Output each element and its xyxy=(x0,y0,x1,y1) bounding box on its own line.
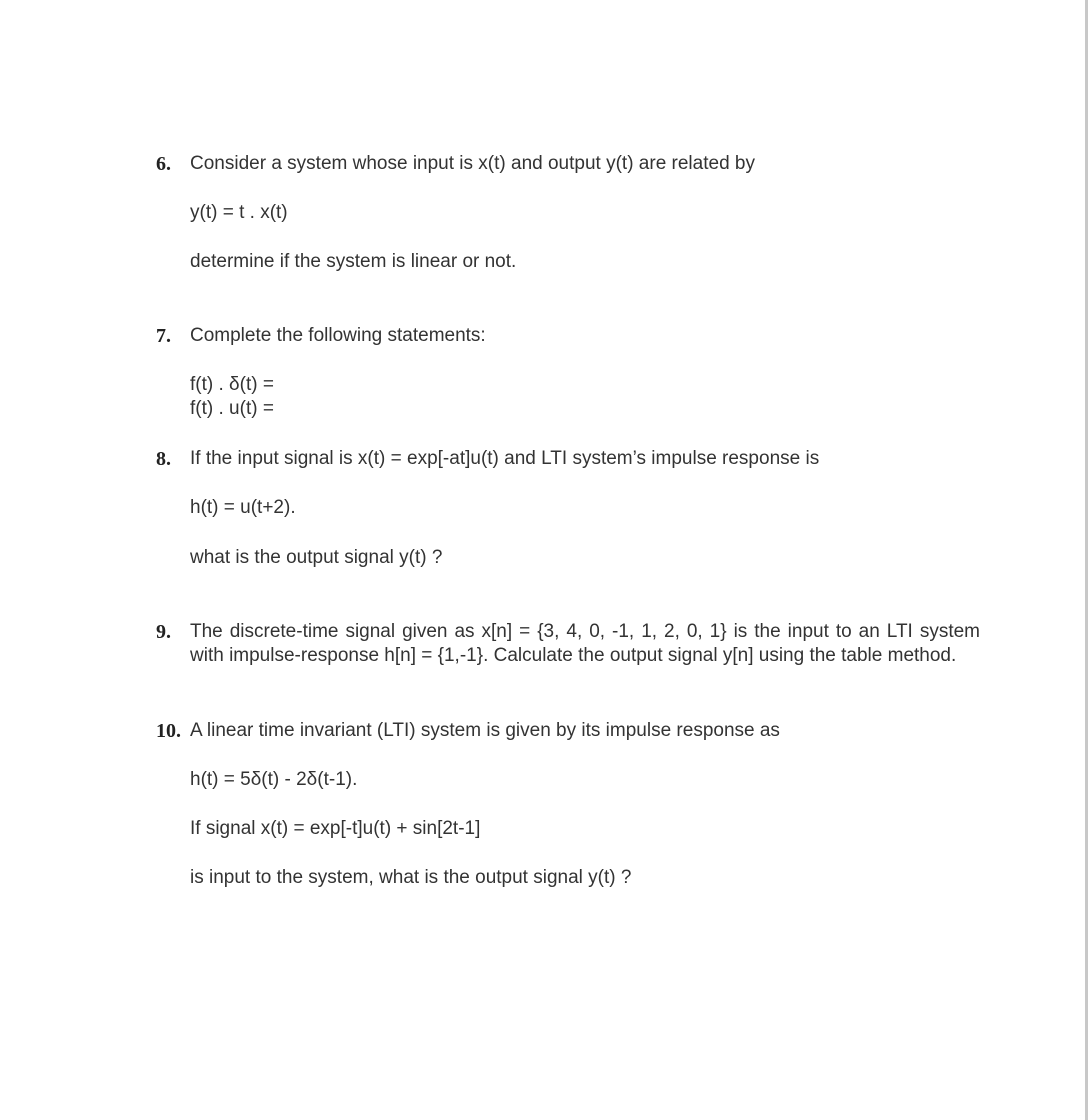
statement-line: f(t) . u(t) = xyxy=(190,398,274,419)
question-number: 9. xyxy=(156,621,171,643)
question-equation: h(t) = u(t+2). xyxy=(190,497,296,518)
question-number: 7. xyxy=(156,325,171,347)
question-prompt: Complete the following statements: xyxy=(190,325,486,346)
question-text: what is the output signal y(t) ? xyxy=(190,547,443,568)
question-equation: h(t) = 5δ(t) - 2δ(t-1). xyxy=(190,769,358,790)
question-prompt: Consider a system whose input is x(t) and output y(t) are related by xyxy=(190,153,755,174)
question-equation: y(t) = t . x(t) xyxy=(190,202,288,223)
statement-line: f(t) . δ(t) = xyxy=(190,374,274,395)
question-instruction: determine if the system is linear or not. xyxy=(190,251,517,272)
question-number: 8. xyxy=(156,448,171,470)
question-text: is input to the system, what is the output signal y(t) ? xyxy=(190,867,632,888)
question-number: 6. xyxy=(156,153,171,175)
question-number: 10. xyxy=(156,720,181,742)
question-prompt: A linear time invariant (LTI) system is given by its impulse response as xyxy=(190,720,780,741)
question-signal: If signal x(t) = exp[-t]u(t) + sin[2t-1] xyxy=(190,818,481,839)
question-prompt: The discrete-time signal given as x[n] = {3, 4, 0, -1, 1, 2, 0, 1} is the input to an LTI system with impulse-response h[n] = {1,-1}. Calculate the output signal y[n] using the table method. xyxy=(190,621,980,666)
question-prompt: If the input signal is x(t) = exp[-at]u(t) and LTI system’s impulse response is xyxy=(190,448,820,469)
